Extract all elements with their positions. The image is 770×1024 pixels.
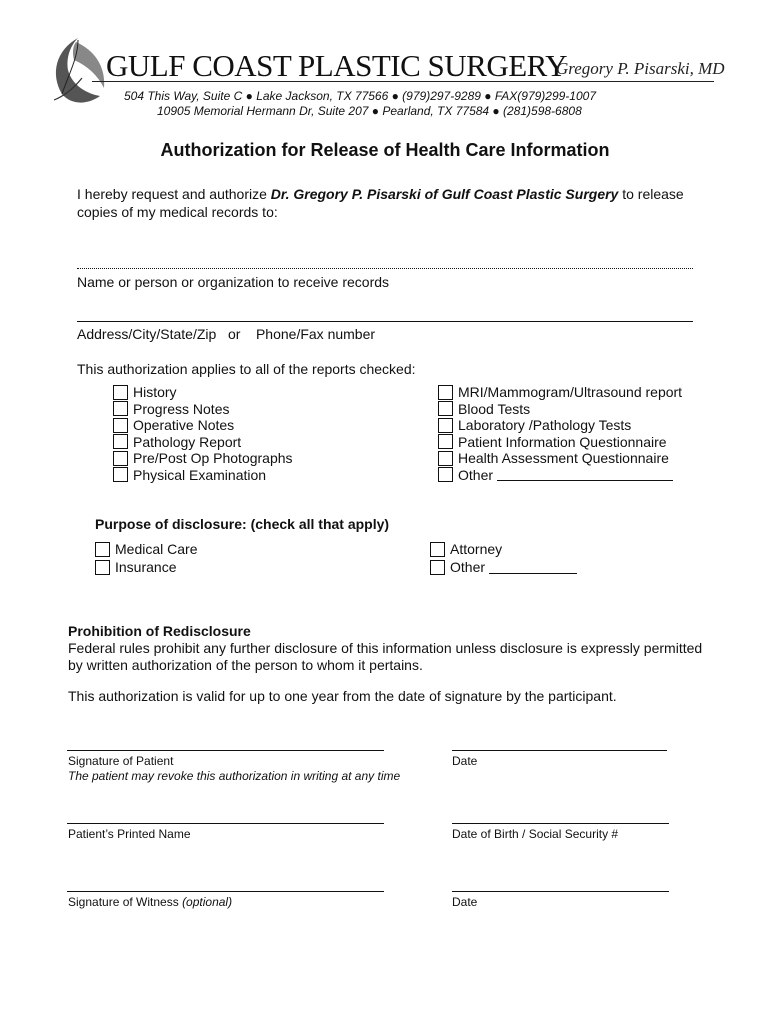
intro-provider: Dr. Gregory P. Pisarski of Gulf Coast Plastic Surgery	[270, 186, 619, 202]
report-item-pathology-report[interactable]	[113, 434, 241, 450]
report-item-pre-post-op-photographs[interactable]	[113, 450, 293, 466]
report-item-physical-examination[interactable]	[113, 467, 266, 483]
address-label-or: or	[227, 326, 241, 342]
purpose-item-insurance[interactable]	[95, 559, 176, 575]
address-line-1: 504 This Way, Suite C ● Lake Jackson, TX 77566 ● (979)297-9289 ● FAX(979)299-1007	[124, 89, 597, 103]
intro-pre: I hereby request and authorize	[77, 186, 271, 202]
purpose-item-other[interactable]	[430, 559, 577, 575]
address-label-a: Address/City/State/Zip	[77, 326, 217, 342]
purpose-checkbox-medical-care[interactable]	[95, 542, 110, 557]
dob-ssn-field[interactable]	[452, 823, 669, 824]
report-other-input[interactable]	[497, 468, 673, 481]
recipient-label: Name or person or organization to receive records	[77, 274, 390, 290]
report-item-health-assessment-questionnaire[interactable]	[438, 450, 669, 466]
intro-text	[77, 186, 684, 202]
prohibition-heading: Prohibition of Redisclosure	[68, 623, 251, 639]
report-item-mri-mammogram-ultrasound-report[interactable]	[438, 384, 682, 400]
report-checkbox-blood-tests[interactable]	[438, 401, 453, 416]
report-checkbox-laboratory-pathology-tests[interactable]	[438, 418, 453, 433]
report-item-operative-notes[interactable]	[113, 417, 234, 433]
witness-date-field[interactable]	[452, 891, 669, 892]
report-item-other[interactable]	[438, 467, 673, 483]
purpose-label: Insurance	[115, 559, 177, 575]
report-checkbox-physical-examination[interactable]	[113, 467, 128, 482]
report-label: Blood Tests	[458, 400, 531, 417]
report-label: Pathology Report	[133, 433, 242, 450]
address-label	[77, 326, 375, 342]
report-label: Laboratory /Pathology Tests	[458, 417, 632, 433]
header-rule	[92, 81, 714, 82]
intro-line-2: copies of my medical records to:	[77, 204, 278, 220]
leaf-logo-icon	[48, 36, 110, 106]
report-label: Operative Notes	[133, 417, 235, 433]
report-checkbox-patient-information-questionnaire[interactable]	[438, 434, 453, 449]
address-label-b: Phone/Fax number	[255, 326, 376, 342]
witness-signature-label	[68, 895, 232, 909]
report-checkbox-operative-notes[interactable]	[113, 418, 128, 433]
report-item-blood-tests[interactable]	[438, 401, 530, 417]
report-item-patient-information-questionnaire[interactable]	[438, 434, 667, 450]
purpose-checkbox-insurance[interactable]	[95, 560, 110, 575]
report-label: History	[133, 384, 177, 400]
witness-label-text: Signature of Witness	[68, 895, 183, 909]
purpose-label: Attorney	[450, 541, 503, 557]
purpose-label: Other	[450, 559, 486, 575]
report-label: Pre/Post Op Photographs	[133, 450, 293, 466]
report-checkbox-other[interactable]	[438, 467, 453, 482]
report-checkbox-mri-mammogram-ultrasound-report[interactable]	[438, 385, 453, 400]
report-label: MRI/Mammogram/Ultrasound report	[458, 384, 683, 400]
date-field[interactable]	[452, 750, 667, 751]
doctor-name: Gregory P. Pisarski, MD	[556, 59, 725, 78]
prohibition-line-1: Federal rules prohibit any further disclosure of this information unless disclosure is expressly permitted	[68, 640, 703, 656]
date-label: Date	[452, 754, 478, 768]
page-title: Authorization for Release of Health Care Information	[160, 140, 610, 160]
purpose-label: Medical Care	[115, 541, 198, 557]
purpose-checkbox-attorney[interactable]	[430, 542, 445, 557]
witness-optional: (optional)	[182, 895, 233, 909]
report-item-progress-notes[interactable]	[113, 401, 229, 417]
report-item-history[interactable]	[113, 384, 177, 400]
report-checkbox-pathology-report[interactable]	[113, 434, 128, 449]
recipient-field[interactable]	[77, 268, 693, 269]
address-field[interactable]	[77, 321, 693, 322]
intro-post: to release	[618, 186, 684, 202]
report-label: Patient Information Questionnaire	[458, 433, 667, 450]
purpose-heading: Purpose of disclosure: (check all that apply)	[95, 516, 390, 532]
witness-signature-field[interactable]	[67, 891, 384, 892]
patient-signature-label: Signature of Patient	[68, 754, 174, 768]
report-label: Progress Notes	[133, 400, 230, 417]
dob-ssn-label: Date of Birth / Social Security #	[452, 827, 619, 841]
report-checkbox-health-assessment-questionnaire[interactable]	[438, 451, 453, 466]
printed-name-field[interactable]	[67, 823, 384, 824]
purpose-checkbox-other[interactable]	[430, 560, 445, 575]
printed-name-label: Patient’s Printed Name	[68, 827, 191, 841]
report-label: Other	[458, 466, 494, 483]
report-item-laboratory-pathology-tests[interactable]	[438, 417, 631, 433]
report-label: Health Assessment Questionnaire	[458, 450, 669, 466]
witness-date-label: Date	[452, 895, 478, 909]
patient-signature-field[interactable]	[67, 750, 384, 751]
purpose-other-input[interactable]	[489, 561, 577, 574]
report-checkbox-progress-notes[interactable]	[113, 401, 128, 416]
prohibition-line-2: by written authorization of the person to whom it pertains.	[68, 657, 423, 673]
validity-statement: This authorization is valid for up to one year from the date of signature by the participant.	[68, 688, 617, 704]
reports-intro: This authorization applies to all of the reports checked:	[77, 361, 416, 377]
report-checkbox-pre-post-op-photographs[interactable]	[113, 451, 128, 466]
purpose-item-attorney[interactable]	[430, 541, 502, 557]
brand-name: GULF COAST PLASTIC SURGERY	[106, 48, 567, 83]
address-line-2: 10905 Memorial Hermann Dr, Suite 207 ● Pearland, TX 77584 ● (281)598-6808	[157, 104, 582, 118]
revoke-note: The patient may revoke this authorization in writing at any time	[68, 769, 401, 783]
report-checkbox-history[interactable]	[113, 385, 128, 400]
report-label: Physical Examination	[133, 466, 267, 483]
purpose-item-medical-care[interactable]	[95, 541, 197, 557]
